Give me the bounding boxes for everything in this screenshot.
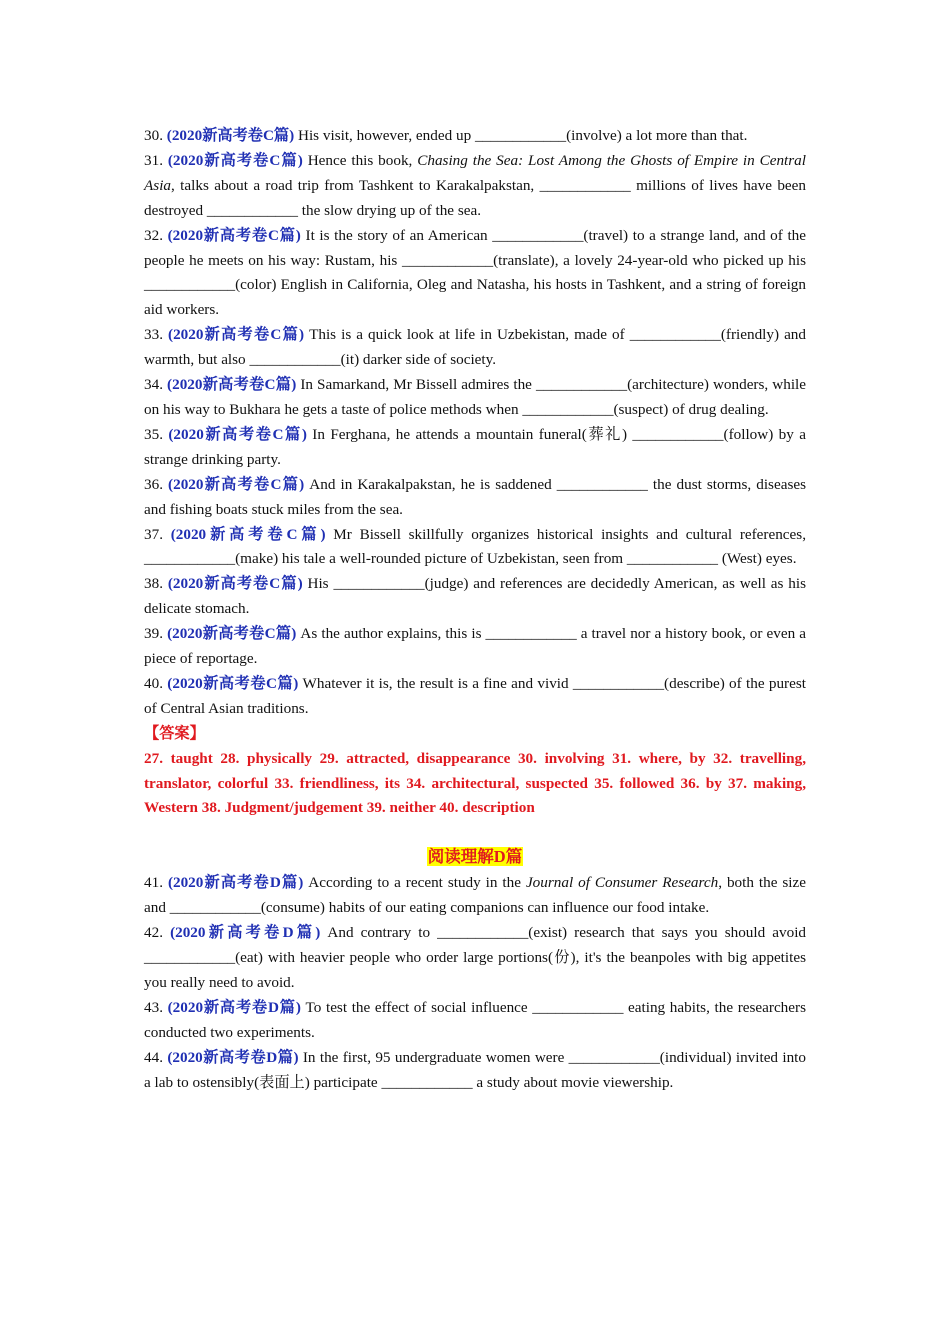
question-source: (2020新高考卷C篇) — [167, 575, 303, 593]
question-number: 41. — [144, 874, 163, 892]
question-text: This is a quick look at life in Uzbekistan, made of ____________(friendly) and warmth, but also ____________(it) darker side of society. — [144, 326, 806, 369]
question-number: 35. — [144, 425, 163, 443]
question-text: In the first, 95 undergraduate women were ____________(individual) invited into a lab to ostensibly(表面上) participate ____________ a study about movie viewership. — [144, 1048, 806, 1091]
question-32 — [144, 224, 806, 324]
question-31 — [144, 149, 806, 224]
section-c-questions — [144, 124, 806, 722]
question-35 — [144, 423, 806, 473]
question-number: 30. — [144, 127, 163, 144]
question-text: In Samarkand, Mr Bissell admires the ____________(architecture) wonders, while on his way to Bukhara he gets a taste of police methods when ____________(suspect) of drug dealing. — [144, 376, 806, 418]
question-text: His visit, however, ended up ____________(involve) a lot more than that. — [294, 127, 748, 144]
question-text: Mr Bissell skillfully organizes historical insights and cultural references, ____________(make) his tale a well-rounded picture of Uzbekistan, seen from ____________ (West) eyes. — [144, 525, 806, 568]
question-38 — [144, 572, 806, 622]
question-text: His ____________(judge) and references are decidedly American, as well as his delicate stomach. — [144, 575, 806, 618]
question-number: 38. — [144, 575, 163, 593]
journal-title: Journal of Consumer Research — [525, 874, 719, 892]
question-text: Whatever it is, the result is a fine and vivid ____________(describe) of the purest of Central Asian traditions. — [144, 674, 806, 717]
question-source: (2020新高考卷D篇) — [167, 1048, 299, 1066]
question-source: (2020新高考卷C篇) — [167, 226, 301, 244]
question-text: According to a recent study in the — [303, 874, 526, 892]
question-source: (2020新高考卷C篇) — [170, 525, 326, 543]
question-source: (2020新高考卷D篇) — [167, 874, 304, 892]
section-d-header — [144, 845, 806, 871]
question-text: In Ferghana, he attends a mountain funeral(葬礼) ____________(follow) by a strange drinking party. — [144, 425, 806, 468]
question-44 — [144, 1046, 806, 1096]
answer-heading: 【答案】 — [144, 724, 205, 742]
answer-text: 27. taught 28. physically 29. attracted, disappearance 30. involving 31. where, by 32. travelling, translator, colorful 33. friendliness, its 34. architectural, suspected 35. followed 36. by 37. making, Western 38. Judgment/judgement 39. neither 40. description — [144, 749, 806, 817]
question-number: 36. — [144, 475, 163, 493]
question-33 — [144, 323, 806, 373]
question-number: 32. — [144, 226, 163, 244]
question-source: (2020新高考卷D篇) — [167, 998, 301, 1016]
question-number: 42. — [144, 924, 163, 942]
question-36 — [144, 473, 806, 523]
question-30 — [144, 124, 806, 149]
question-number: 43. — [144, 998, 163, 1016]
question-number: 37. — [144, 525, 163, 543]
question-text: As the author explains, this is ____________ a travel nor a history book, or even a piece of reportage. — [144, 625, 807, 668]
question-42 — [144, 921, 806, 996]
question-43 — [144, 996, 806, 1046]
question-source: (2020新高考卷C篇) — [167, 376, 297, 394]
document-page — [144, 124, 806, 1095]
question-source: (2020新高考卷C篇) — [167, 674, 299, 692]
question-41 — [144, 871, 806, 921]
question-number: 39. — [144, 625, 163, 643]
question-source: (2020新高考卷C篇) — [168, 326, 305, 344]
question-number: 33. — [144, 326, 163, 344]
question-37 — [144, 523, 806, 573]
question-text: It is the story of an American ____________(travel) to a strange land, and of the people he meets on his way: Rustam, his ____________(translate), a lovely 24-year-old who picked up his ____________(color) English in California, Oleg and Natasha, his hosts in Tashkent, and a string of foreign aid workers. — [144, 226, 807, 319]
question-34 — [144, 373, 806, 423]
question-40 — [144, 672, 806, 722]
question-text: , both the size and ____________(consume) habits of our eating companions can influence our food intake. — [144, 874, 807, 917]
question-text: And contrary to ____________(exist) research that says you should avoid ____________(eat) with heavier people who order large portions(份), it's the beanpoles with big appetites you really need to avoid. — [144, 924, 807, 991]
question-source: (2020新高考卷C篇) — [167, 625, 297, 643]
question-text: , talks about a road trip from Tashkent to Karakalpakstan, ____________ millions of lives have been destroyed ____________ the slow drying up of the sea. — [144, 176, 806, 219]
question-source: (2020新高考卷C篇) — [168, 475, 305, 493]
section-d-questions — [144, 871, 806, 1095]
question-text: To test the effect of social influence ____________ eating habits, the researchers conducted two experiments. — [144, 998, 806, 1041]
question-number: 40. — [144, 674, 163, 692]
question-number: 31. — [144, 151, 163, 169]
book-title: Chasing the Sea: Lost Among the Ghosts of Empire in Central Asia — [144, 151, 806, 194]
question-text: And in Karakalpakstan, he is saddened ____________ the dust storms, diseases and fishing boats stuck miles from the sea. — [144, 475, 807, 518]
question-source: (2020新高考卷C篇) — [167, 151, 303, 169]
question-39 — [144, 622, 806, 672]
section-title: 阅读理解D篇 — [427, 847, 523, 867]
question-number: 34. — [144, 376, 163, 394]
question-number: 44. — [144, 1048, 163, 1066]
question-source: (2020新高考卷C篇) — [168, 425, 307, 443]
question-text: Hence this book, — [302, 151, 418, 169]
question-source: (2020新高考卷D篇) — [170, 924, 321, 942]
question-source: (2020新高考卷C篇) — [166, 127, 295, 144]
